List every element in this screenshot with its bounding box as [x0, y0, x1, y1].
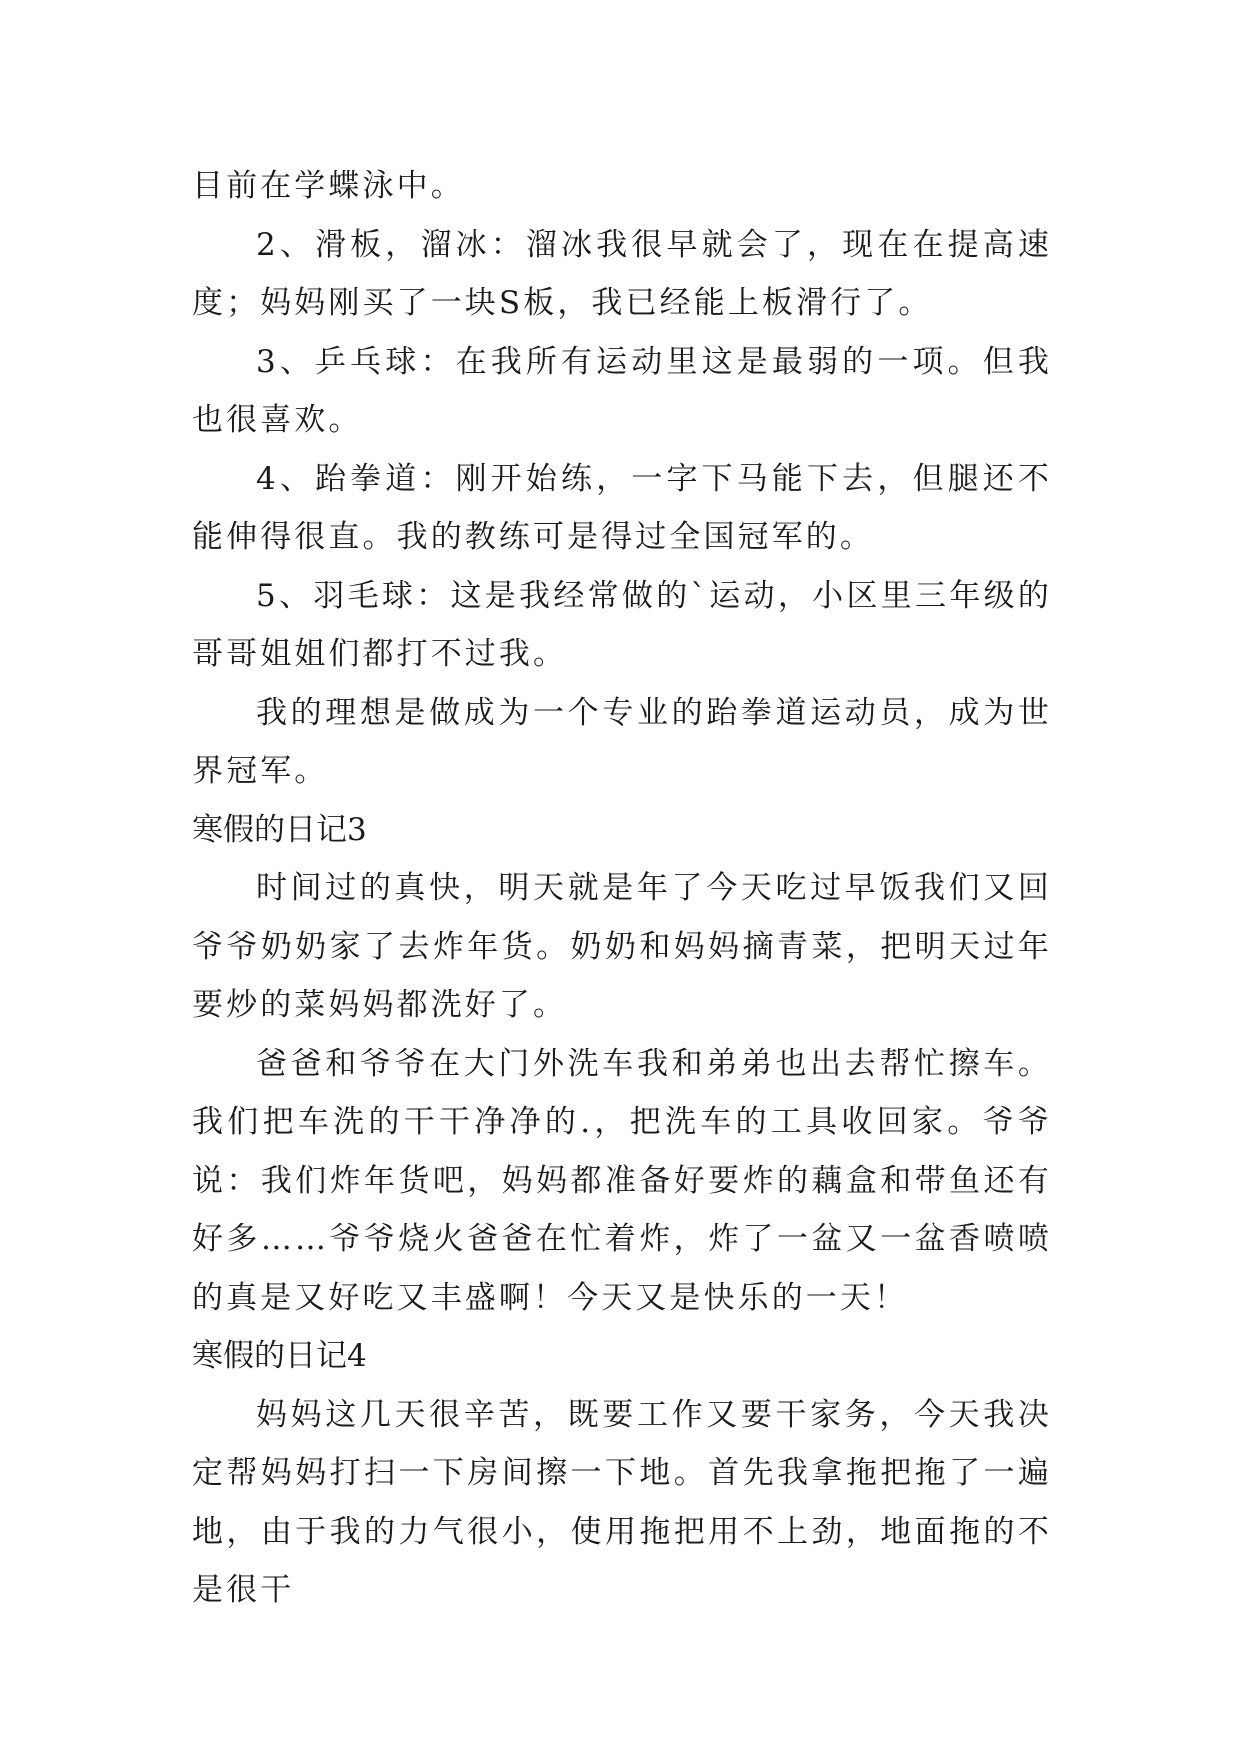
paragraph-table-tennis: 3、乒乓球：在我所有运动里这是最弱的一项。但我也很喜欢。 [192, 343, 1052, 438]
paragraph-skating: 2、滑板，溜冰：溜冰我很早就会了，现在在提高速度；妈妈刚买了一块S板，我已经能上板滑行了。 [192, 226, 1052, 321]
paragraph-ideal: 我的理想是做成为一个专业的跆拳道运动员，成为世界冠军。 [192, 694, 1052, 789]
paragraph-badminton: 5、羽毛球：这是我经常做的`运动，小区里三年级的哥哥姐姐们都打不过我。 [192, 577, 1052, 672]
diary-heading-4: 寒假的日记4 [192, 1338, 367, 1374]
paragraph-taekwondo: 4、跆拳道：刚开始练，一字下马能下去，但腿还不能伸得很直。我的教练可是得过全国冠军的。 [192, 460, 1052, 555]
paragraph-car-wash: 爸爸和爷爷在大门外洗车我和弟弟也出去帮忙擦车。我们把车洗的干干净净的.，把洗车的工具收回家。爷爷说：我们炸年货吧，妈妈都准备好要炸的藕盒和带鱼还有好多……爷爷烧火爸爸在忙着炸，炸了一盆又一盆香喷喷的真是又好吃又丰盛啊！今天又是快乐的一天！ [192, 1045, 1052, 1316]
paragraph-housework: 妈妈这几天很辛苦，既要工作又要干家务，今天我决定帮妈妈打扫一下房间擦一下地。首先我拿拖把拖了一遍地，由于我的力气很小，使用拖把用不上劲，地面拖的不是很干 [192, 1396, 1052, 1608]
paragraph-butterfly-stroke: 目前在学蝶泳中。 [192, 168, 465, 204]
document-body [192, 157, 1052, 1620]
paragraph-new-year-food: 时间过的真快，明天就是年了今天吃过早饭我们又回爷爷奶奶家了去炸年货。奶奶和妈妈摘青菜，把明天过年要炒的菜妈妈都洗好了。 [192, 870, 1052, 1023]
diary-heading-3: 寒假的日记3 [192, 811, 367, 848]
